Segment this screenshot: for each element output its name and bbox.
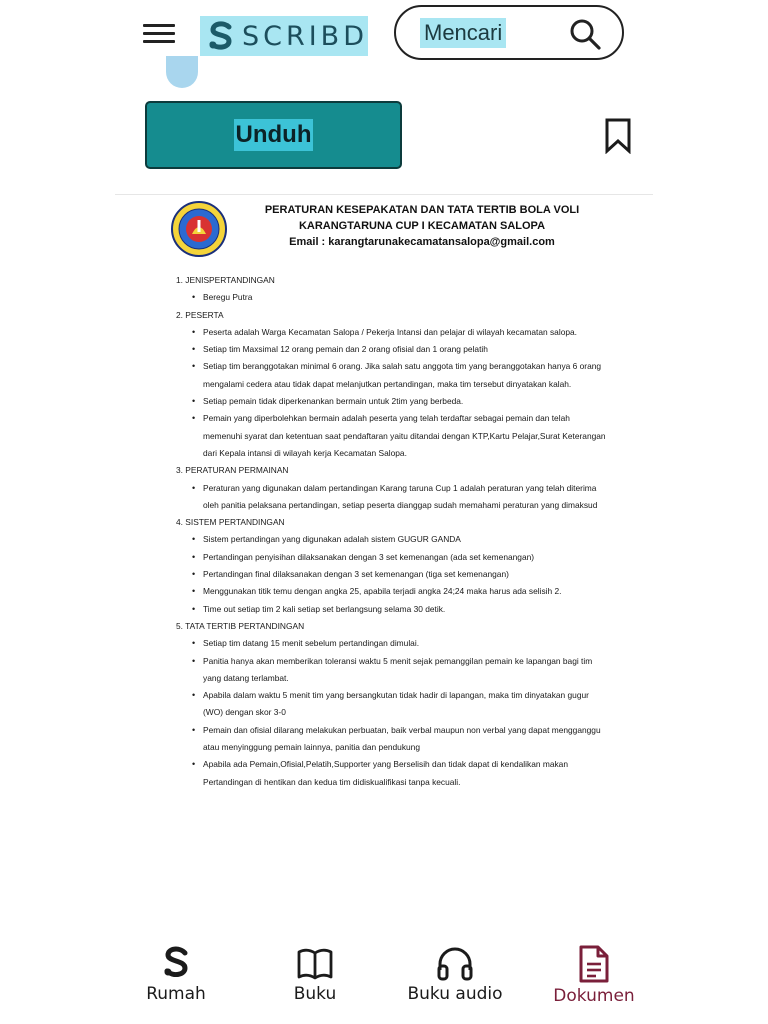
section-item: • Setiap tim beranggotakan minimal 6 orang. Jika salah satu anggota tim yang beranggotakan hanya 6 orang mengalami cedera atau tidak dapat melanjutkan pertandingan, maka tim tersebut dinyatakan kalah. bbox=[176, 358, 606, 393]
document-section bbox=[176, 462, 606, 514]
download-button-label: Unduh bbox=[234, 119, 314, 151]
section-item: • Pertandingan final dilaksanakan dengan 3 set kemenangan (tiga set kemenangan) bbox=[176, 566, 606, 583]
nav-item-audiobooks[interactable] bbox=[395, 944, 515, 1004]
section-heading: 4. SISTEM PERTANDINGAN bbox=[176, 517, 285, 528]
section-item: • Panitia hanya akan memberikan toleransi waktu 5 menit sejak pemanggilan pemain ke lapangan bagi tim yang datang terlambat. bbox=[176, 653, 606, 688]
bottom-navigation bbox=[0, 944, 768, 1024]
scribd-logo-icon bbox=[200, 16, 242, 56]
document-section bbox=[176, 307, 606, 463]
scribd-logo[interactable] bbox=[200, 16, 368, 56]
hamburger-menu-icon[interactable] bbox=[143, 24, 175, 44]
nav-label: Dokumen bbox=[553, 986, 635, 1006]
scribd-logo-text: SCRIBD bbox=[241, 20, 368, 52]
nav-label: Buku audio bbox=[407, 984, 503, 1004]
section-item: • Pemain yang diperbolehkan bermain adalah peserta yang telah terdaftar sebagai pemain dan telah memenuhi syarat dan ketentuan saat pendaftaran yaitu ditandai dengan KTP,Kartu Pelajar,Surat Keterangan dari Kepala intansi di wilayah kerja Kecamatan Salopa. bbox=[176, 410, 606, 462]
download-button[interactable] bbox=[145, 101, 402, 169]
book-icon bbox=[296, 944, 334, 982]
section-item: • Menggunakan titik temu dengan angka 25, apabila terjadi angka 24;24 maka harus ada selisih 2. bbox=[176, 583, 606, 600]
section-item: • Setiap tim datang 15 menit sebelum pertandingan dimulai. bbox=[176, 635, 606, 652]
section-heading: 1. JENISPERTANDINGAN bbox=[176, 275, 275, 285]
content-divider bbox=[115, 194, 653, 195]
bookmark-icon[interactable] bbox=[604, 118, 632, 154]
nav-item-home[interactable] bbox=[116, 944, 236, 1004]
section-heading: 5. TATA TERTIB PERTANDINGAN bbox=[176, 620, 305, 631]
nav-item-documents[interactable] bbox=[534, 944, 654, 1006]
scribd-home-icon bbox=[159, 944, 193, 982]
organization-seal-logo bbox=[170, 200, 228, 258]
section-item: • Peraturan yang digunakan dalam pertandingan Karang taruna Cup 1 adalah peraturan yang telah diterima oleh panitia pelaksana pertandingan, setiap peserta dianggap sudah memahami peraturan yang dimaksud bbox=[176, 480, 606, 515]
section-item: • Pertandingan penyisihan dilaksanakan dengan 3 set kemenangan (ada set kemenangan) bbox=[176, 549, 606, 566]
section-item: • Setiap tim Maxsimal 12 orang pemain dan 2 orang ofisial dan 1 orang pelatih bbox=[176, 341, 606, 358]
document-title-line: KARANGTARUNA CUP I KECAMATAN SALOPA bbox=[298, 220, 546, 232]
section-item: • Setiap pemain tidak diperkenankan bermain untuk 2tim yang berbeda. bbox=[176, 393, 606, 410]
nav-label: Rumah bbox=[146, 984, 206, 1004]
nav-item-books[interactable] bbox=[255, 944, 375, 1004]
section-item: • Apabila ada Pemain,Ofisial,Pelatih,Supporter yang Berselisih dan tidak dapat di kendalikan makan Pertandingan di hentikan dan kedua tim didiskualifikasi tanpa kecuali. bbox=[176, 756, 606, 791]
document-email-line: Email : karangtarunakecamatansalopa@gmail.com bbox=[289, 236, 555, 248]
logo-highlight-blob bbox=[166, 56, 198, 88]
nav-label: Buku bbox=[293, 984, 337, 1004]
section-item: • Sistem pertandingan yang digunakan adalah sistem GUGUR GANDA bbox=[176, 531, 606, 548]
section-item: • Beregu Putra bbox=[176, 289, 606, 306]
section-heading: 3. PERATURAN PERMAINAN bbox=[176, 465, 289, 476]
section-item: • Peserta adalah Warga Kecamatan Salopa / Pekerja Intansi dan pelajar di wilayah kecamatan salopa. bbox=[176, 324, 606, 341]
document-icon bbox=[577, 944, 611, 984]
section-item: • Time out setiap tim 2 kali setiap set berlangsung selama 30 detik. bbox=[176, 601, 606, 618]
section-heading: 2. PESERTA bbox=[176, 309, 224, 320]
section-item: • Apabila dalam waktu 5 menit tim yang bersangkutan tidak hadir di lapangan, maka tim dinyatakan gugur (WO) dengan skor 3-0 bbox=[176, 687, 606, 722]
headphones-icon bbox=[435, 944, 475, 982]
document-title bbox=[262, 202, 582, 250]
section-item: • Pemain dan ofisial dilarang melakukan perbuatan, baik verbal maupun non verbal yang dapat mengganggu atau menyinggung pemain lainnya, panitia dan pendukung bbox=[176, 722, 606, 757]
search-icon[interactable] bbox=[568, 17, 602, 51]
document-title-line: PERATURAN KESEPAKATAN DAN TATA TERTIB BOLA VOLI bbox=[264, 204, 580, 216]
document-body bbox=[176, 272, 606, 791]
document-section bbox=[176, 514, 606, 618]
search-placeholder[interactable]: Mencari bbox=[420, 18, 506, 48]
document-section bbox=[176, 272, 606, 307]
document-section bbox=[176, 618, 606, 791]
